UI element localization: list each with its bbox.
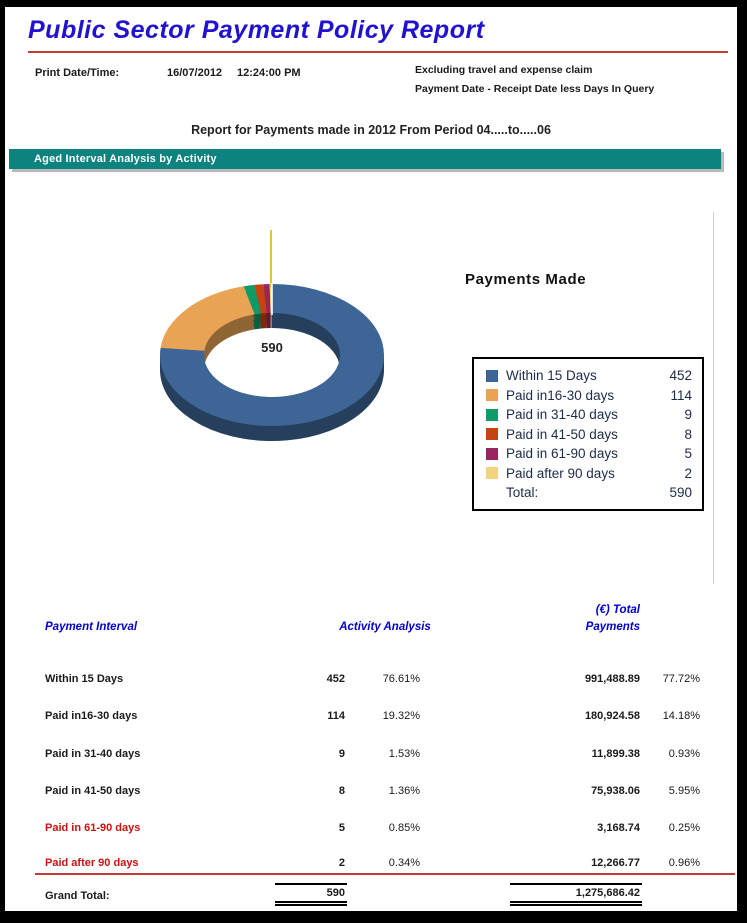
- row-count: 8: [338, 785, 345, 797]
- row-label: Within 15 Days: [45, 673, 124, 685]
- legend-swatch-paid-41-50: [486, 428, 498, 440]
- chart-area-right-border: [713, 212, 714, 584]
- chart-title: Payments Made: [465, 271, 587, 288]
- row-label: Paid after 90 days: [45, 857, 139, 869]
- title-divider-rule: [28, 51, 728, 53]
- legend-label: Paid in 61-90 days: [506, 446, 618, 462]
- legend-swatch-paid-61-90: [486, 448, 498, 460]
- table-header-activity-analysis: Activity Analysis: [339, 621, 431, 633]
- row-count-pct: 1.53%: [388, 748, 420, 760]
- legend-value: 2: [684, 465, 692, 481]
- table-header-payment-interval: Payment Interval: [45, 621, 138, 633]
- row-amount-pct: 77.72%: [662, 673, 700, 685]
- page-title: Public Sector Payment Policy Report: [28, 16, 485, 44]
- row-amount: 180,924.58: [584, 710, 640, 722]
- legend-label: Paid in 41-50 days: [506, 426, 618, 442]
- row-amount-pct: 0.93%: [668, 748, 700, 760]
- row-count-pct: 0.85%: [388, 822, 420, 834]
- legend-item: [486, 464, 692, 484]
- legend-swatch-paid-after-90: [486, 467, 498, 479]
- report-note-line1: Excluding travel and expense claim: [415, 64, 593, 76]
- row-amount: 75,938.06: [591, 785, 640, 797]
- row-amount: 11,899.38: [591, 748, 640, 760]
- legend-swatch-paid-31-40: [486, 409, 498, 421]
- row-label: Paid in 61-90 days: [45, 822, 141, 834]
- legend-item: [486, 366, 692, 386]
- legend-value: 452: [669, 368, 692, 384]
- grand-total-amount: 1,275,686.42: [510, 883, 642, 906]
- legend-total-row: [486, 483, 692, 503]
- report-note-line2: Payment Date - Receipt Date less Days In Query: [415, 83, 655, 95]
- row-count: 452: [326, 673, 345, 685]
- row-count-pct: 1.36%: [388, 785, 420, 797]
- legend-label: Within 15 Days: [506, 368, 597, 384]
- row-count: 5: [338, 822, 345, 834]
- row-count-pct: 76.61%: [382, 673, 420, 685]
- grand-total-count: 590: [275, 883, 347, 906]
- print-datetime-label: Print Date/Time:: [35, 67, 120, 79]
- row-amount-pct: 0.25%: [668, 822, 700, 834]
- row-label: Paid in 31-40 days: [45, 748, 141, 760]
- row-count: 2: [338, 857, 345, 869]
- grand-total-divider-rule: [35, 873, 735, 875]
- row-count-pct: 19.32%: [382, 710, 420, 722]
- legend-value: 5: [684, 446, 692, 462]
- legend-value: 8: [684, 426, 692, 442]
- row-amount-pct: 0.96%: [668, 857, 700, 869]
- report-period-line: Report for Payments made in 2012 From Period 04.....to.....06: [191, 123, 551, 137]
- print-date-value: 16/07/2012: [167, 67, 223, 79]
- chart-legend: [472, 357, 704, 511]
- row-label: Paid in 41-50 days: [45, 785, 141, 797]
- legend-total-label: Total:: [506, 485, 539, 501]
- row-count-pct: 0.34%: [388, 857, 420, 869]
- legend-swatch-within-15-days: [486, 370, 498, 382]
- row-amount-pct: 14.18%: [662, 710, 700, 722]
- row-count: 9: [338, 748, 345, 760]
- section-banner: Aged Interval Analysis by Activity: [9, 149, 721, 169]
- legend-label: Paid after 90 days: [506, 465, 615, 481]
- legend-value: 114: [670, 387, 692, 403]
- legend-item: [486, 425, 692, 445]
- row-amount-pct: 5.95%: [668, 785, 700, 797]
- legend-item: [486, 405, 692, 425]
- table-header-total-payments-line2: Payments: [585, 621, 640, 633]
- table-header-total-payments-line1: (€) Total: [595, 604, 640, 616]
- row-amount: 12,266.77: [591, 857, 640, 869]
- legend-swatch-paid-16-30: [486, 389, 498, 401]
- print-time-value: 12:24:00 PM: [237, 67, 301, 79]
- row-amount: 3,168.74: [597, 822, 640, 834]
- legend-total-value: 590: [669, 485, 692, 501]
- legend-label: Paid in16-30 days: [506, 387, 615, 403]
- row-count: 114: [327, 710, 345, 722]
- grand-total-label: Grand Total:: [45, 890, 110, 902]
- legend-item: [486, 386, 692, 406]
- legend-value: 9: [684, 407, 692, 423]
- donut-center-label: 590: [261, 340, 283, 355]
- legend-item: [486, 444, 692, 464]
- row-label: Paid in16-30 days: [45, 710, 138, 722]
- row-amount: 991,488.89: [584, 673, 640, 685]
- legend-label: Paid in 31-40 days: [506, 407, 618, 423]
